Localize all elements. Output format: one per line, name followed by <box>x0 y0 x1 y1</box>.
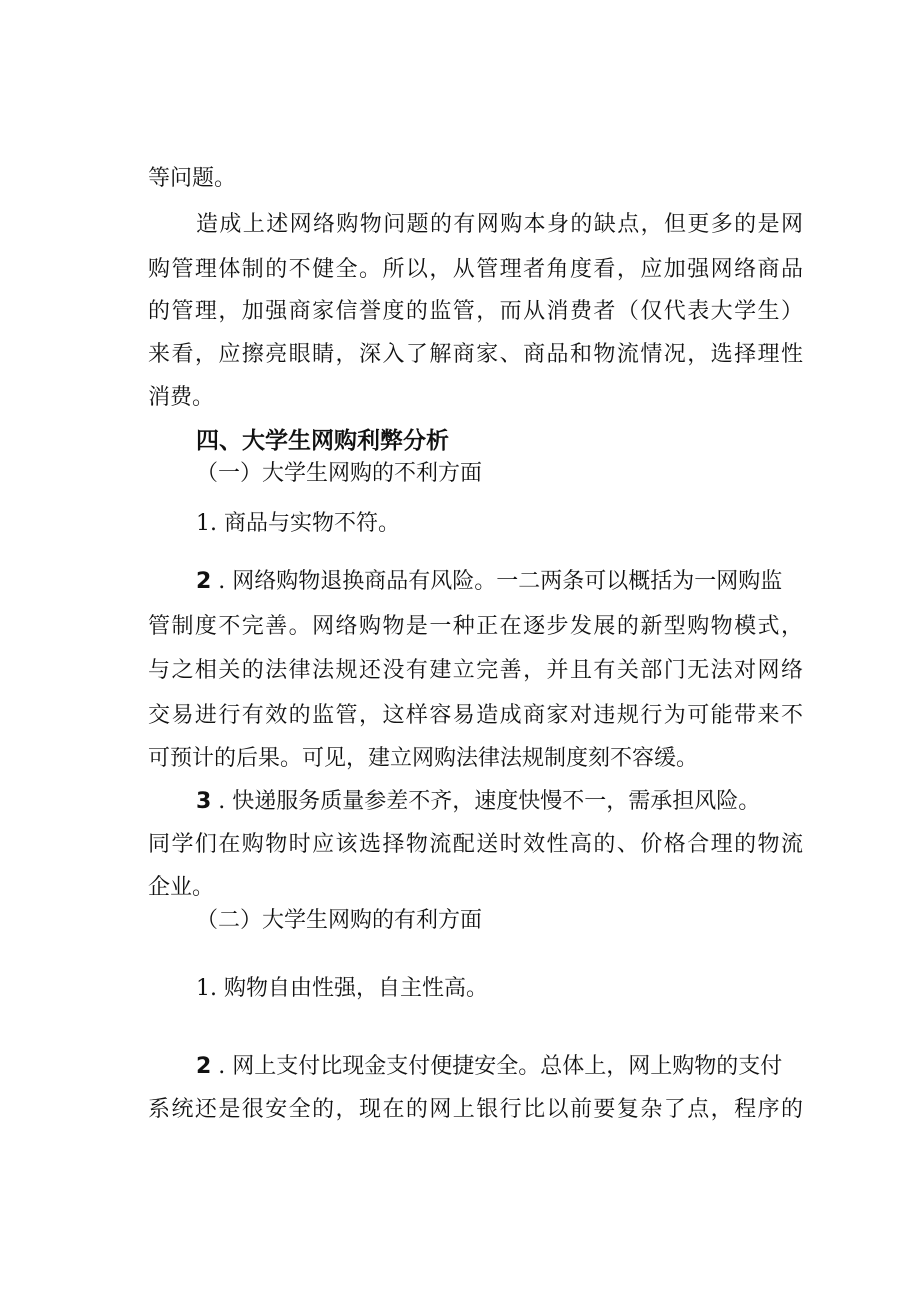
list-item-first-line <box>196 567 803 597</box>
subsection-heading: （一）大学生网购的不利方面 <box>196 461 483 486</box>
list-item: 1. 商品与实物不符。 <box>196 511 400 536</box>
list-number: 3 <box>196 789 212 814</box>
paragraph-line: 等问题。 <box>148 166 237 191</box>
list-number: 2 <box>196 1054 212 1079</box>
paragraph-line: 同学们在购物时应该选择物流配送时效性高的、价格合理的物流 <box>148 832 803 857</box>
list-item: 1. 购物自由性强，自主性高。 <box>196 976 488 1001</box>
paragraph-line: 来看，应擦亮眼睛，深入了解商家、商品和物流情况，选择理性 <box>148 342 803 367</box>
list-item-first-line <box>196 787 803 817</box>
paragraph-line: 可预计的后果。可见，建立网购法律法规制度刻不容缓。 <box>148 746 699 771</box>
paragraph-line: 消费。 <box>148 385 215 410</box>
paragraph-line: 企业。 <box>148 875 215 900</box>
paragraph-line: 的管理，加强商家信誉度的监管，而从消费者（仅代表大学生） <box>148 299 803 324</box>
paragraph-line: 与之相关的法律法规还没有建立完善，并且有关部门无法对网络 <box>148 658 803 683</box>
subsection-heading: （二）大学生网购的有利方面 <box>196 908 483 933</box>
list-number: 2 <box>196 569 212 594</box>
paragraph-line: 交易进行有效的监管，这样容易造成商家对违规行为可能带来不 <box>148 703 803 728</box>
paragraph-line: 系统还是很安全的，现在的网上银行比以前要复杂了点，程序的 <box>148 1097 803 1122</box>
section-heading: 四、大学生网购利弊分析 <box>196 428 449 454</box>
paragraph-line: 购管理体制的不健全。所以，从管理者角度看，应加强网络商品 <box>148 257 803 282</box>
list-item-first-line <box>196 1052 803 1082</box>
paragraph-line: 造成上述网络购物问题的有网购本身的缺点，但更多的是网 <box>196 212 803 237</box>
list-item-text: . 快递服务质量参差不齐，速度快慢不一，需承担风险。 <box>211 789 761 814</box>
list-item-text: . 网络购物退换商品有风险。一二两条可以概括为一网购监 <box>211 569 783 594</box>
list-item-text: . 网上支付比现金支付便捷安全。总体上，网上购物的支付 <box>211 1054 783 1079</box>
paragraph-line: 管制度不完善。网络购物是一种正在逐步发展的新型购物模式， <box>148 614 803 639</box>
